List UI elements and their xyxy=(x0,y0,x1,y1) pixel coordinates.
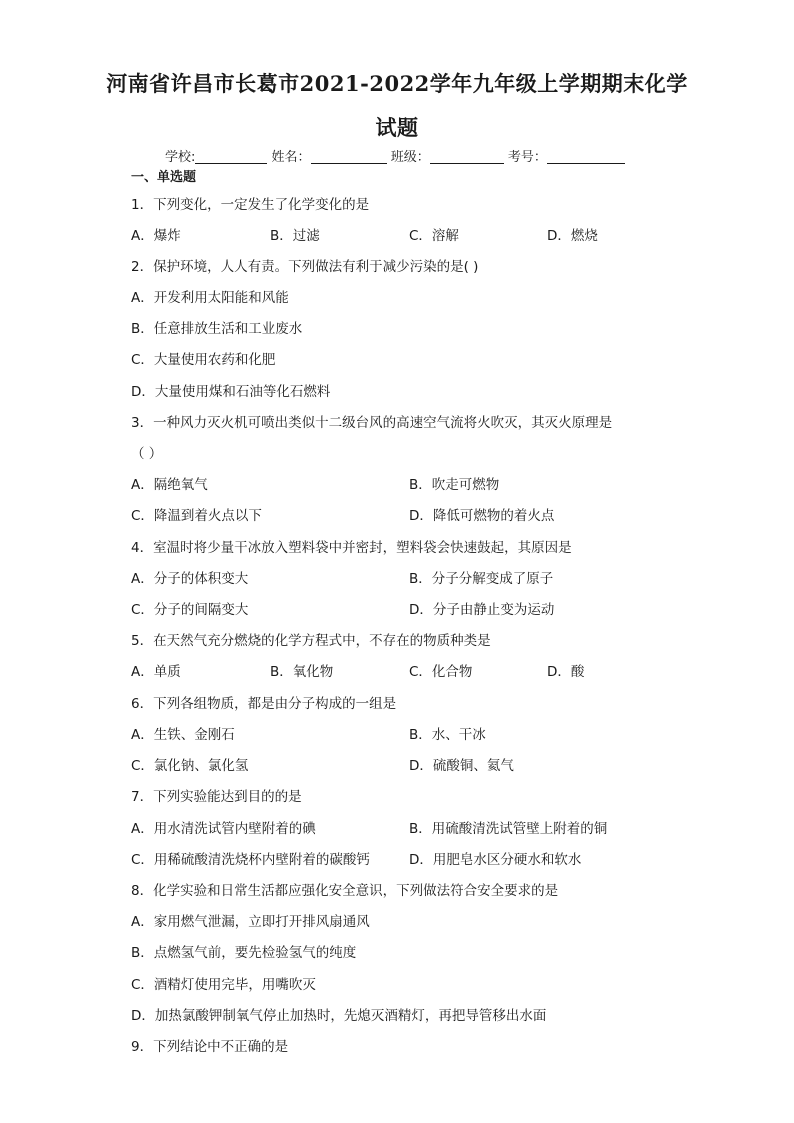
option: A．生铁、金刚石 xyxy=(131,727,235,743)
option: A．家用燃气泄漏，立即打开排风扇通风 xyxy=(131,914,370,930)
name-label: 姓名： xyxy=(271,150,311,165)
option: C．用稀硫酸清洗烧杯内壁附着的碳酸钙 xyxy=(131,852,370,868)
option: B．过滤 xyxy=(270,228,320,244)
question-stem: 8．化学实验和日常生活都应强化安全意识，下列做法符合安全要求的是 xyxy=(131,883,559,899)
number-label: 考号： xyxy=(507,150,547,165)
option: B．氧化物 xyxy=(270,664,334,680)
option: B．用硫酸清洗试管壁上附着的铜 xyxy=(409,821,608,837)
option: C．化合物 xyxy=(409,664,473,680)
option: A．隔绝氧气 xyxy=(131,477,208,493)
option: D．燃烧 xyxy=(547,228,598,244)
option: A．单质 xyxy=(131,664,181,680)
option: C．降温到着火点以下 xyxy=(131,508,262,524)
page-title: 河南省许昌市长葛市2021-2022学年九年级上学期期末化学 xyxy=(106,71,688,96)
option: D．用肥皂水区分硬水和软水 xyxy=(409,852,582,868)
question-stem-cont: （ ） xyxy=(131,446,163,462)
school-blank xyxy=(195,150,267,164)
option: C．氯化钠、氯化氢 xyxy=(131,758,249,774)
option: D．降低可燃物的着火点 xyxy=(409,508,555,524)
option: D．加热氯酸钾制氧气停止加热时，先熄灭酒精灯，再把导管移出水面 xyxy=(131,1008,547,1024)
option: A．用水清洗试管内壁附着的碘 xyxy=(131,821,316,837)
school-label: 学校: xyxy=(165,150,196,165)
name-blank xyxy=(311,150,387,164)
option: A．分子的体积变大 xyxy=(131,571,249,587)
option: B．点燃氢气前，要先检验氢气的纯度 xyxy=(131,945,357,961)
option: C．分子的间隔变大 xyxy=(131,602,249,618)
option: A．开发利用太阳能和风能 xyxy=(131,290,289,306)
option: C．酒精灯使用完毕，用嘴吹灭 xyxy=(131,977,316,993)
question-stem: 9．下列结论中不正确的是 xyxy=(131,1039,289,1055)
option: D．硫酸铜、氦气 xyxy=(409,758,514,774)
option: D．酸 xyxy=(547,664,585,680)
option: A．爆炸 xyxy=(131,228,181,244)
student-info-row xyxy=(165,146,625,165)
page-title-cont: 试题 xyxy=(375,115,419,140)
option: B．水、干冰 xyxy=(409,727,486,743)
class-blank xyxy=(430,150,504,164)
option: C．大量使用农药和化肥 xyxy=(131,352,276,368)
class-label: 班级： xyxy=(390,150,430,165)
option: C．溶解 xyxy=(409,228,459,244)
option: D．分子由静止变为运动 xyxy=(409,602,555,618)
question-stem: 6．下列各组物质，都是由分子构成的一组是 xyxy=(131,696,397,712)
question-stem: 1．下列变化，一定发生了化学变化的是 xyxy=(131,197,370,213)
option: B．分子分解变成了原子 xyxy=(409,571,554,587)
option: B．任意排放生活和工业废水 xyxy=(131,321,303,337)
question-stem: 7．下列实验能达到目的的是 xyxy=(131,789,302,805)
option: D．大量使用煤和石油等化石燃料 xyxy=(131,384,331,400)
question-stem: 4．室温时将少量干冰放入塑料袋中并密封，塑料袋会快速鼓起，其原因是 xyxy=(131,540,572,556)
question-stem: 3．一种风力灭火机可喷出类似十二级台风的高速空气流将火吹灭，其灭火原理是 xyxy=(131,415,613,431)
option: B．吹走可燃物 xyxy=(409,477,500,493)
question-stem: 2．保护环境，人人有责。下列做法有利于减少污染的是( ) xyxy=(131,259,479,275)
number-blank xyxy=(547,150,625,164)
question-stem: 5．在天然气充分燃烧的化学方程式中，不存在的物质种类是 xyxy=(131,633,491,649)
section-title: 一、单选题 xyxy=(131,170,197,185)
